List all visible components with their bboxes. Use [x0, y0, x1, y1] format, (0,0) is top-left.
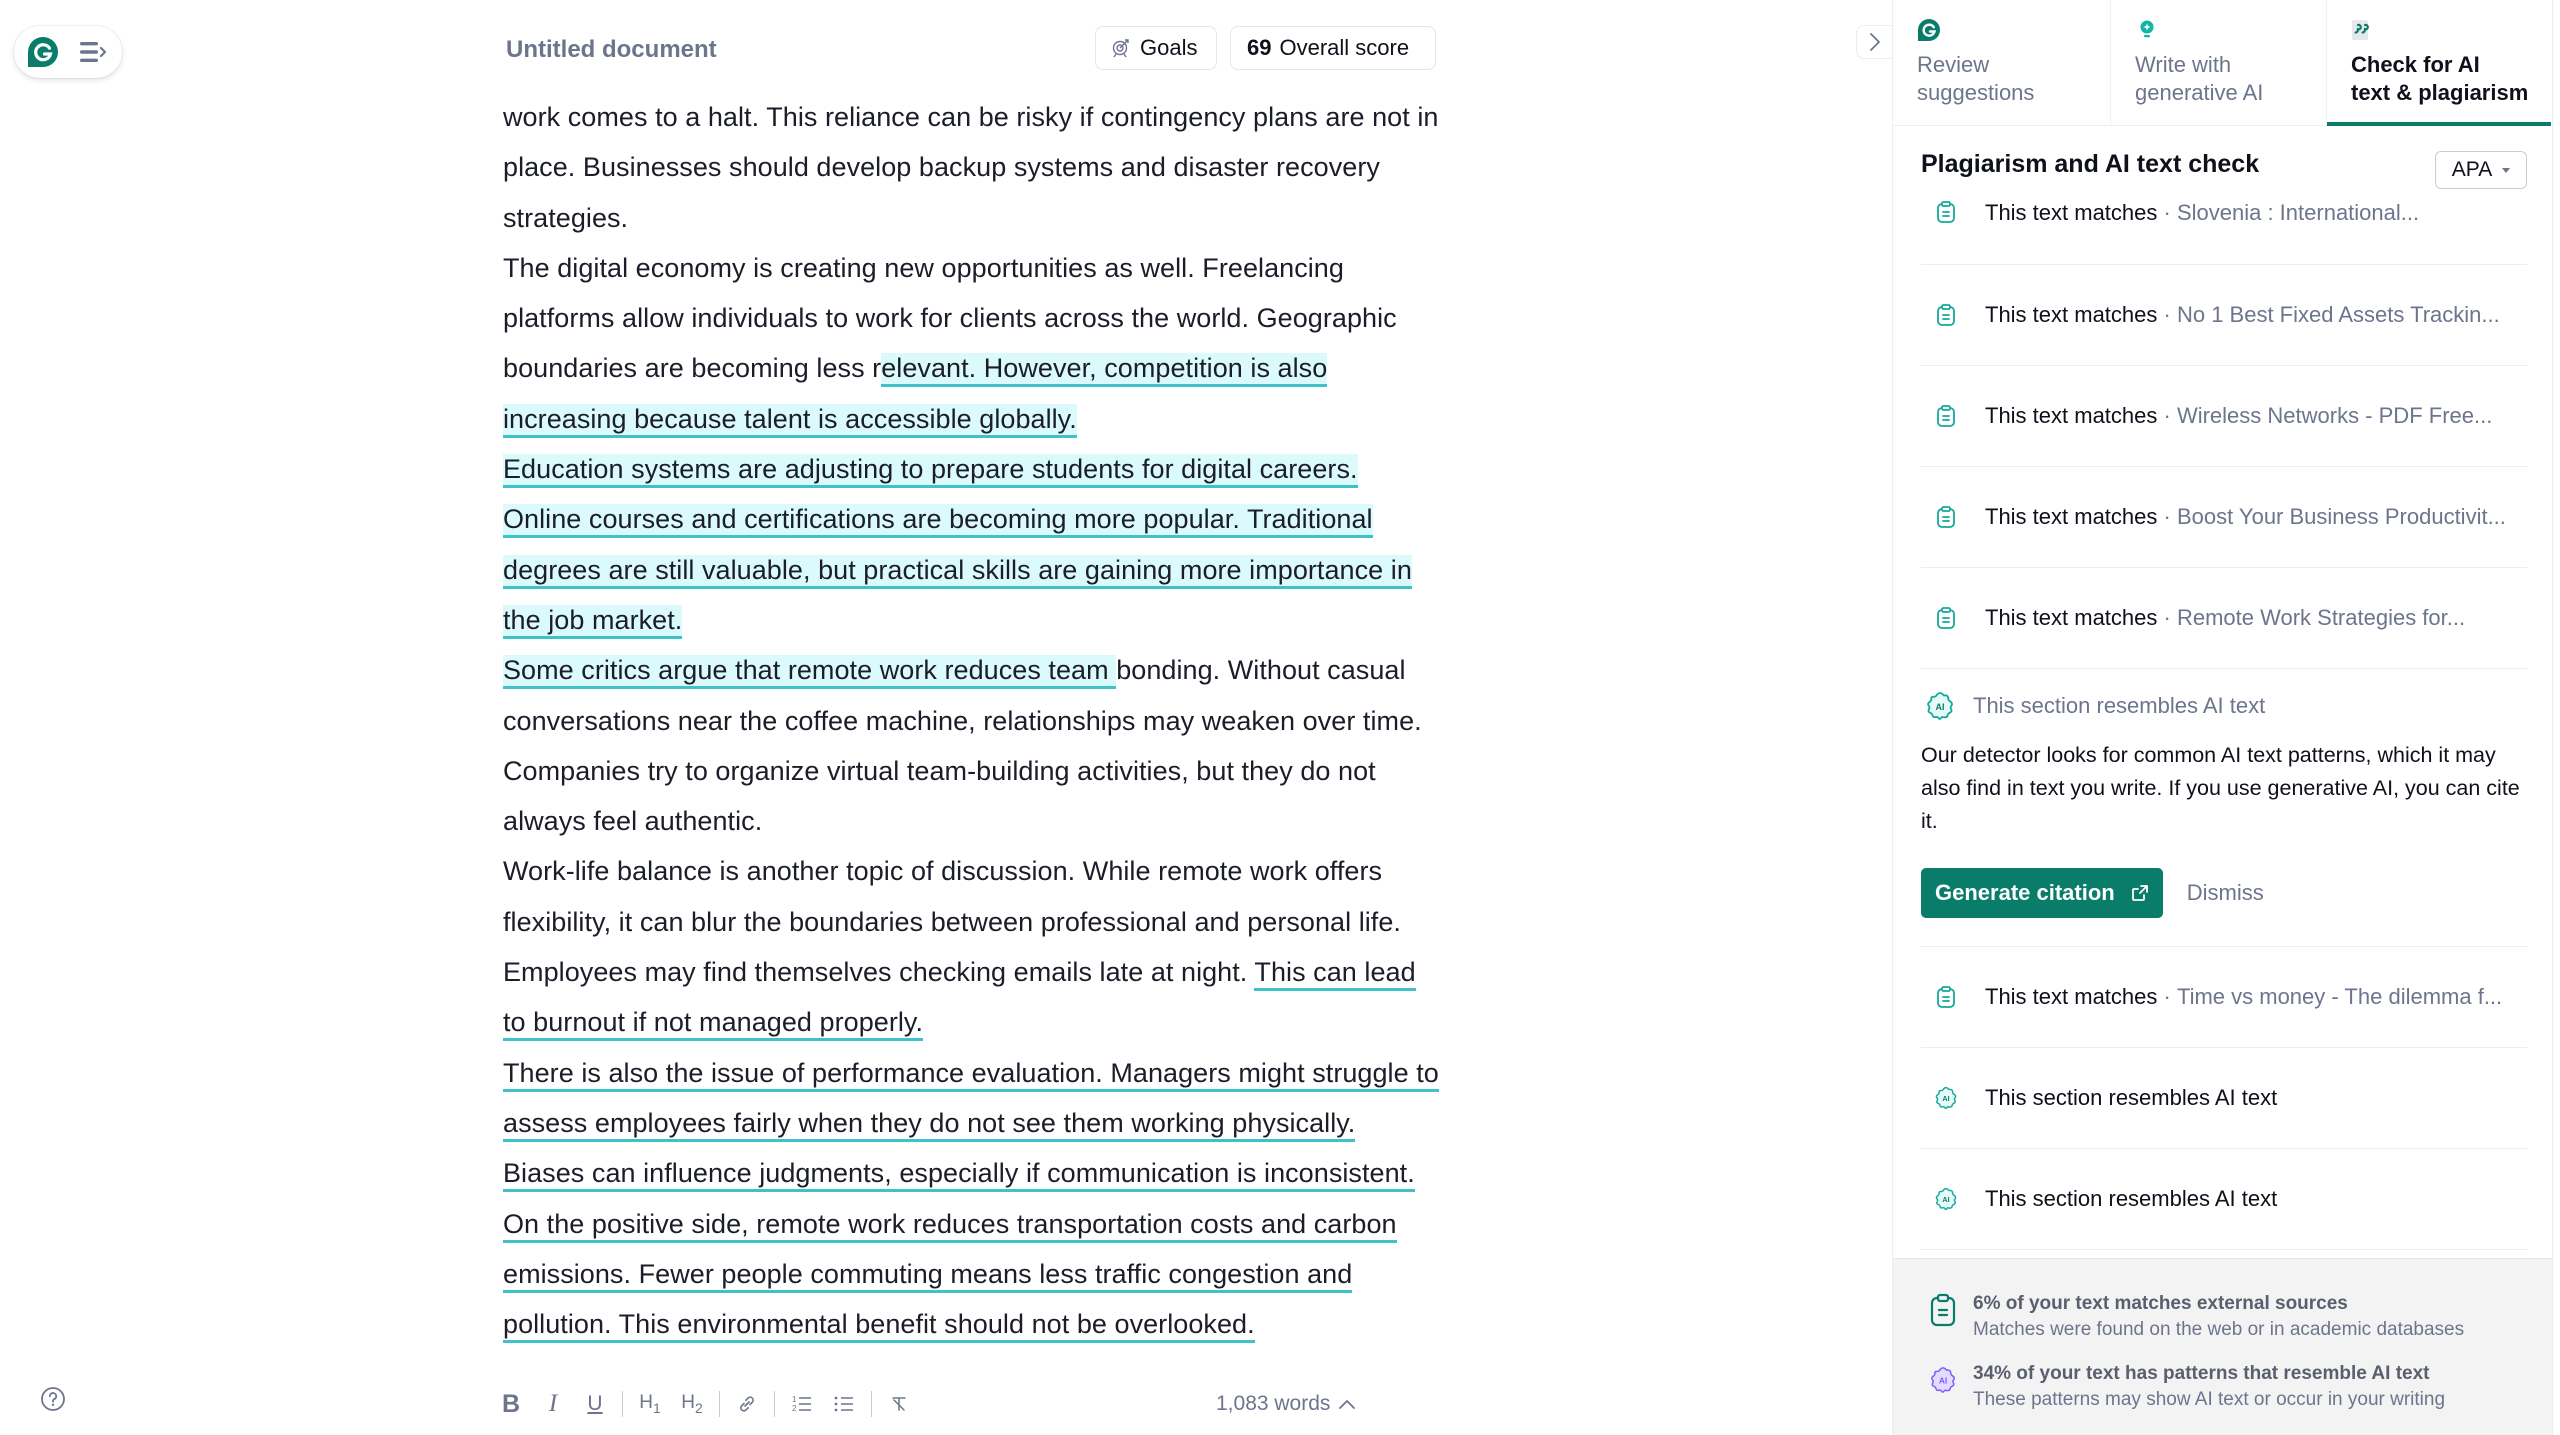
target-icon: [1112, 38, 1130, 58]
match-label: This text matches: [1985, 302, 2158, 327]
dismiss-button[interactable]: Dismiss: [2186, 880, 2264, 905]
document-paragraph[interactable]: [503, 1048, 1443, 1199]
results-list[interactable]: [1921, 200, 2527, 1258]
panel-tabs: [1893, 0, 2552, 126]
tab-review-suggestions[interactable]: [1893, 0, 2111, 125]
svg-text:AI: AI: [1935, 702, 1945, 712]
document-title[interactable]: Untitled document: [506, 36, 717, 63]
plagiarism-highlight[interactable]: This can lead to burnout if not managed properly.: [503, 957, 1416, 1041]
heading1-icon: $H_1$: [639, 1392, 661, 1416]
ai-summary-title: 34% of your text has patterns that resemble AI text: [1973, 1363, 2430, 1384]
plagiarism-highlight[interactable]: On the positive side, remote work reduces transportation costs and carbon emissions. Fewer people commuting means less traffic congestion and pollution. This environmental benefit should not be overlooked.: [503, 1209, 1397, 1344]
clipboard-icon: [1935, 985, 1957, 1009]
italic-button[interactable]: [532, 1384, 574, 1424]
caret-down-icon: [2502, 168, 2510, 173]
editor-bottom-fade: [480, 1368, 1480, 1380]
formatting-toolbar: [490, 1384, 920, 1424]
svg-text:AI: AI: [1942, 1094, 1950, 1104]
link-icon: [736, 1393, 758, 1415]
paragraph-text: work comes to a halt. This reliance can be risky if contingency plans are not in place. Businesses should develop backup systems and disaster recovery strategies.: [503, 102, 1439, 233]
paragraph-text: Work-life balance is another topic of discussion. While remote work offers flexibility, it can blur the boundaries between professional and personal life. Employees may find themselves checking emails late at night.: [503, 856, 1401, 988]
chevron-right-icon: [1868, 31, 1882, 53]
ai-text-highlight[interactable]: Some critics argue that remote work reduces team: [503, 655, 1116, 689]
collapse-panel-button[interactable]: [1856, 25, 1892, 59]
tab-write-with-generative-ai[interactable]: [2111, 0, 2327, 125]
tab-label: Write with generative AI: [2135, 52, 2264, 105]
underline-button[interactable]: [574, 1384, 616, 1424]
document-paragraph[interactable]: [503, 846, 1443, 1047]
italic-icon: I: [548, 1390, 558, 1417]
grammarly-g-icon: [1917, 18, 1941, 42]
overall-score-button[interactable]: [1230, 26, 1436, 70]
ai-card-header[interactable]: [1921, 691, 2527, 721]
heading2-icon: $H_2$: [681, 1392, 703, 1416]
word-count-button[interactable]: [1216, 1392, 1356, 1416]
clear-format-button[interactable]: [878, 1384, 920, 1424]
score-label: Overall score: [1279, 35, 1410, 60]
bullet-list-button[interactable]: [823, 1384, 865, 1424]
svg-text:1: 1: [792, 1395, 797, 1404]
ai-card-description: Our detector looks for common AI text patterns, which it may also find in text you write. If you use generative AI, you can cite it.: [1921, 743, 2520, 833]
ai-brain-icon: [1934, 1086, 1958, 1110]
match-source: · Wireless Networks - PDF Free...: [2157, 403, 2493, 428]
lightbulb-icon: [2135, 18, 2159, 42]
ai-brain-icon: [1929, 1363, 1957, 1397]
document-paragraph[interactable]: [503, 444, 1443, 645]
match-label: This section resembles AI text: [1985, 1085, 2278, 1110]
toolbar-separator: [622, 1391, 623, 1417]
clipboard-icon: [1935, 505, 1957, 529]
clipboard-icon: [1935, 303, 1957, 327]
goals-label: Goals: [1140, 35, 1198, 60]
grammarly-menu-pill[interactable]: [14, 26, 122, 78]
document-paragraph[interactable]: [503, 243, 1443, 444]
clipboard-icon: [1935, 200, 1957, 224]
ordered-list-button[interactable]: [781, 1384, 823, 1424]
match-label: This text matches: [1985, 200, 2158, 225]
panel-title: Plagiarism and AI text check: [1921, 150, 2260, 178]
collapse-menu-icon[interactable]: [78, 39, 108, 65]
match-source: · Time vs money - The dilemma f...: [2157, 984, 2503, 1009]
plagiarism-match-item[interactable]: [1921, 947, 2527, 1048]
tab-label: Review suggestions: [1917, 52, 2035, 105]
ai-summary: [1929, 1361, 2553, 1413]
toolbar-separator: [871, 1391, 872, 1417]
toolbar-separator: [774, 1391, 775, 1417]
paragraph-text: The digital economy is creating new opportunities as well. Freelancing platforms allow individuals to work for clients across the world. Geographic boundaries are becoming less r: [503, 252, 1397, 384]
ai-brain-icon: [1925, 691, 1955, 721]
ai-summary-subtitle: These patterns may show AI text or occur in your writing: [1973, 1389, 2446, 1410]
match-source: · No 1 Best Fixed Assets Trackin...: [2157, 302, 2500, 327]
document-paragraph[interactable]: [503, 92, 1443, 243]
ai-brain-icon: [1934, 1187, 1958, 1211]
citation-style-select[interactable]: [2435, 151, 2527, 189]
clipboard-icon: [1929, 1293, 1957, 1327]
word-count: 1,083 words: [1216, 1392, 1331, 1415]
svg-text:2: 2: [792, 1404, 797, 1413]
assistant-panel: [1892, 0, 2552, 1435]
document-paragraph[interactable]: [503, 645, 1443, 846]
bold-button[interactable]: [490, 1384, 532, 1424]
ai-text-highlight[interactable]: Education systems are adjusting to prepare students for digital careers. Online courses and certifications are becoming more popular. Traditional degrees are still valuable, but practical skills are gaining more importance in the job market.: [503, 454, 1412, 639]
grammarly-g-icon[interactable]: [26, 35, 60, 69]
ordered-list-icon: [791, 1393, 813, 1415]
ai-text-item[interactable]: [1921, 1149, 2527, 1250]
goals-button[interactable]: [1095, 26, 1217, 70]
toolbar-separator: [719, 1391, 720, 1417]
heading1-button[interactable]: [629, 1384, 671, 1424]
plagiarism-summary: [1929, 1291, 2553, 1343]
bullet-list-icon: [833, 1393, 855, 1415]
clipboard-icon: [1935, 606, 1957, 630]
match-source: · Remote Work Strategies for...: [2157, 605, 2466, 630]
ai-text-highlight[interactable]: elevant. However, competition is also increasing because talent is accessible globally.: [503, 353, 1327, 437]
plagiarism-match-item[interactable]: [1921, 200, 2527, 265]
heading2-button[interactable]: [671, 1384, 713, 1424]
svg-text:AI: AI: [1942, 1195, 1950, 1205]
underline-icon: U: [587, 1392, 603, 1415]
tab-label: Check for AI text & plagiarism: [2351, 52, 2529, 105]
plagiarism-match-item[interactable]: [1921, 467, 2527, 568]
match-label: This text matches: [1985, 605, 2158, 630]
generate-citation-button[interactable]: Generate citation: [1921, 868, 2163, 918]
match-label: This text matches: [1985, 504, 2158, 529]
citation-style-value: APA: [2451, 158, 2493, 181]
chevron-up-icon: [1338, 1398, 1356, 1410]
match-label: This text matches: [1985, 403, 2158, 428]
clear-formatting-icon: [889, 1394, 909, 1414]
plagiarism-summary-title: 6% of your text matches external sources: [1973, 1293, 2348, 1314]
tab-check-ai-plagiarism[interactable]: [2327, 0, 2551, 125]
svg-text:AI: AI: [1938, 1375, 1948, 1386]
score-value: 69: [1247, 35, 1272, 60]
quote-icon: [2351, 18, 2375, 42]
match-source: · Boost Your Business Productivit...: [2157, 504, 2506, 529]
match-source: · Slovenia : International...: [2157, 200, 2420, 225]
document-editor[interactable]: [503, 92, 1443, 1372]
help-circle-icon[interactable]: [40, 1386, 66, 1412]
paragraph-text: bonding. Without casual conversations near the coffee machine, relationships may weaken over time. Companies try to organize virtual team-building activities, but they do not always feel authentic.: [503, 655, 1422, 837]
plagiarism-match-item[interactable]: [1921, 265, 2527, 366]
check-summary: [1893, 1258, 2553, 1435]
plagiarism-match-item[interactable]: [1921, 568, 2527, 669]
plagiarism-highlight[interactable]: There is also the issue of performance evaluation. Managers might struggle to assess employees fairly when they do not see them working physically. Biases can influence judgments, especially if communication is inconsistent.: [503, 1058, 1439, 1193]
match-label: This section resembles AI text: [1985, 1186, 2278, 1211]
ai-text-item[interactable]: [1921, 1048, 2527, 1149]
external-link-icon: [2131, 884, 2149, 902]
link-button[interactable]: [726, 1384, 768, 1424]
plagiarism-match-item[interactable]: [1921, 366, 2527, 467]
plagiarism-summary-subtitle: Matches were found on the web or in academic databases: [1973, 1319, 2465, 1340]
ai-card-title: This section resembles AI text: [1973, 693, 2266, 718]
bold-icon: B: [501, 1389, 521, 1418]
panel-scroll-edge: [2552, 0, 2560, 1435]
ai-text-card-expanded: [1921, 669, 2527, 947]
match-label: This text matches: [1985, 984, 2158, 1009]
document-paragraph[interactable]: [503, 1199, 1443, 1350]
clipboard-icon: [1935, 404, 1957, 428]
